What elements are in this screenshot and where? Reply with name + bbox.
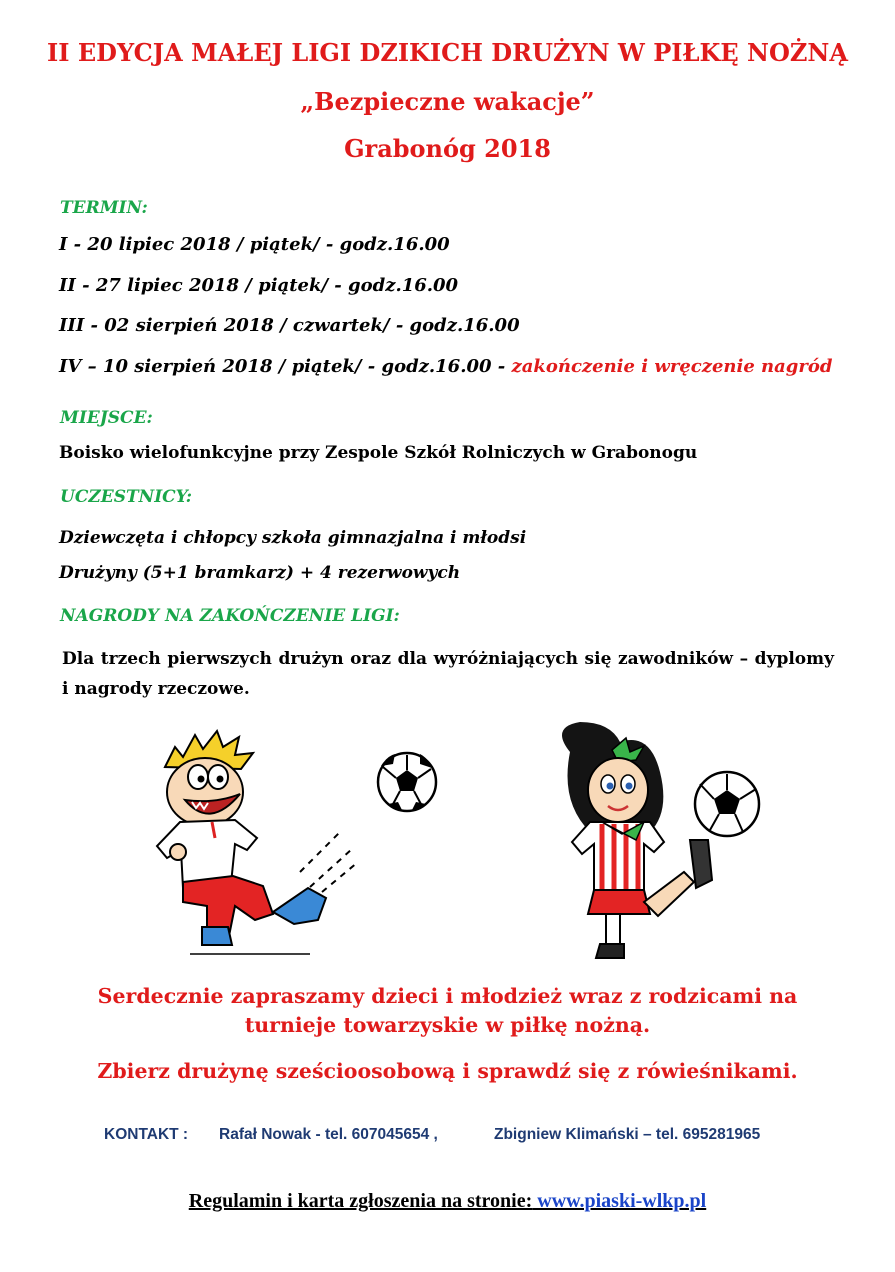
termin-item-note: zakończenie i wręczenie nagród bbox=[511, 356, 833, 377]
website-link[interactable]: www.piaski-wlkp.pl bbox=[532, 1190, 707, 1212]
miejsce-label: MIEJSCE: bbox=[60, 408, 153, 428]
boy-kicking-ball-icon bbox=[150, 722, 450, 962]
termin-item-4 bbox=[59, 356, 832, 377]
page-subtitle: „Bezpieczne wakacje” bbox=[300, 87, 595, 116]
termin-item-1 bbox=[59, 234, 450, 255]
invite-line-2: turnieje towarzyskie w piłkę nożną. bbox=[244, 1013, 651, 1037]
invite-line-3: Zbierz drużynę sześcioosobową i sprawdź się z rówieśnikami. bbox=[97, 1059, 798, 1083]
contact-person-2: Zbigniew Klimański – tel. 695281965 bbox=[494, 1126, 761, 1143]
uczestnicy-line-2: Drużyny (5+1 bramkarz) + 4 rezerwowych bbox=[59, 563, 461, 583]
footer-regulamin bbox=[0, 1190, 895, 1213]
termin-item-text: III - 02 sierpień 2018 / czwartek/ - godz.16.00 bbox=[59, 315, 520, 336]
page-title: II EDYCJA MAŁEJ LIGI DZIKICH DRUŻYN W PIŁKĘ NOŻNĄ bbox=[47, 38, 848, 67]
footer-text: Regulamin i karta zgłoszenia na stronie: bbox=[188, 1190, 533, 1212]
soccer-ball-icon bbox=[378, 753, 436, 811]
invite-line-1: Serdecznie zapraszamy dzieci i młodzież wraz z rodzicami na bbox=[97, 984, 798, 1008]
termin-label: TERMIN: bbox=[60, 198, 148, 218]
contact-label: KONTAKT : bbox=[104, 1126, 189, 1143]
contact-line bbox=[104, 1126, 760, 1144]
termin-item-2 bbox=[59, 275, 458, 296]
nagrody-text: Dla trzech pierwszych drużyn oraz dla wyróżniających się zawodników – dyplomy i nagrody rzeczowe. bbox=[62, 649, 834, 699]
termin-item-3 bbox=[59, 315, 520, 336]
uczestnicy-label: UCZESTNICY: bbox=[60, 487, 192, 507]
girl-kicking-ball-icon bbox=[550, 722, 770, 967]
uczestnicy-line-1: Dziewczęta i chłopcy szkoła gimnazjalna i młodsi bbox=[59, 528, 527, 548]
termin-item-text: IV – 10 sierpień 2018 / piątek/ - godz.16.00 - bbox=[59, 356, 512, 377]
termin-item-text: I - 20 lipiec 2018 / piątek/ - godz.16.00 bbox=[59, 234, 450, 255]
miejsce-text: Boisko wielofunkcyjne przy Zespole Szkół Rolniczych w Grabonogu bbox=[59, 443, 698, 463]
termin-item-text: II - 27 lipiec 2018 / piątek/ - godz.16.00 bbox=[59, 275, 459, 296]
place-year: Grabonóg 2018 bbox=[344, 134, 551, 163]
nagrody-label: NAGRODY NA ZAKOŃCZENIE LIGI: bbox=[60, 606, 400, 626]
contact-person-1: Rafał Nowak - tel. 607045654 , bbox=[219, 1126, 438, 1143]
soccer-ball-icon bbox=[695, 772, 759, 836]
